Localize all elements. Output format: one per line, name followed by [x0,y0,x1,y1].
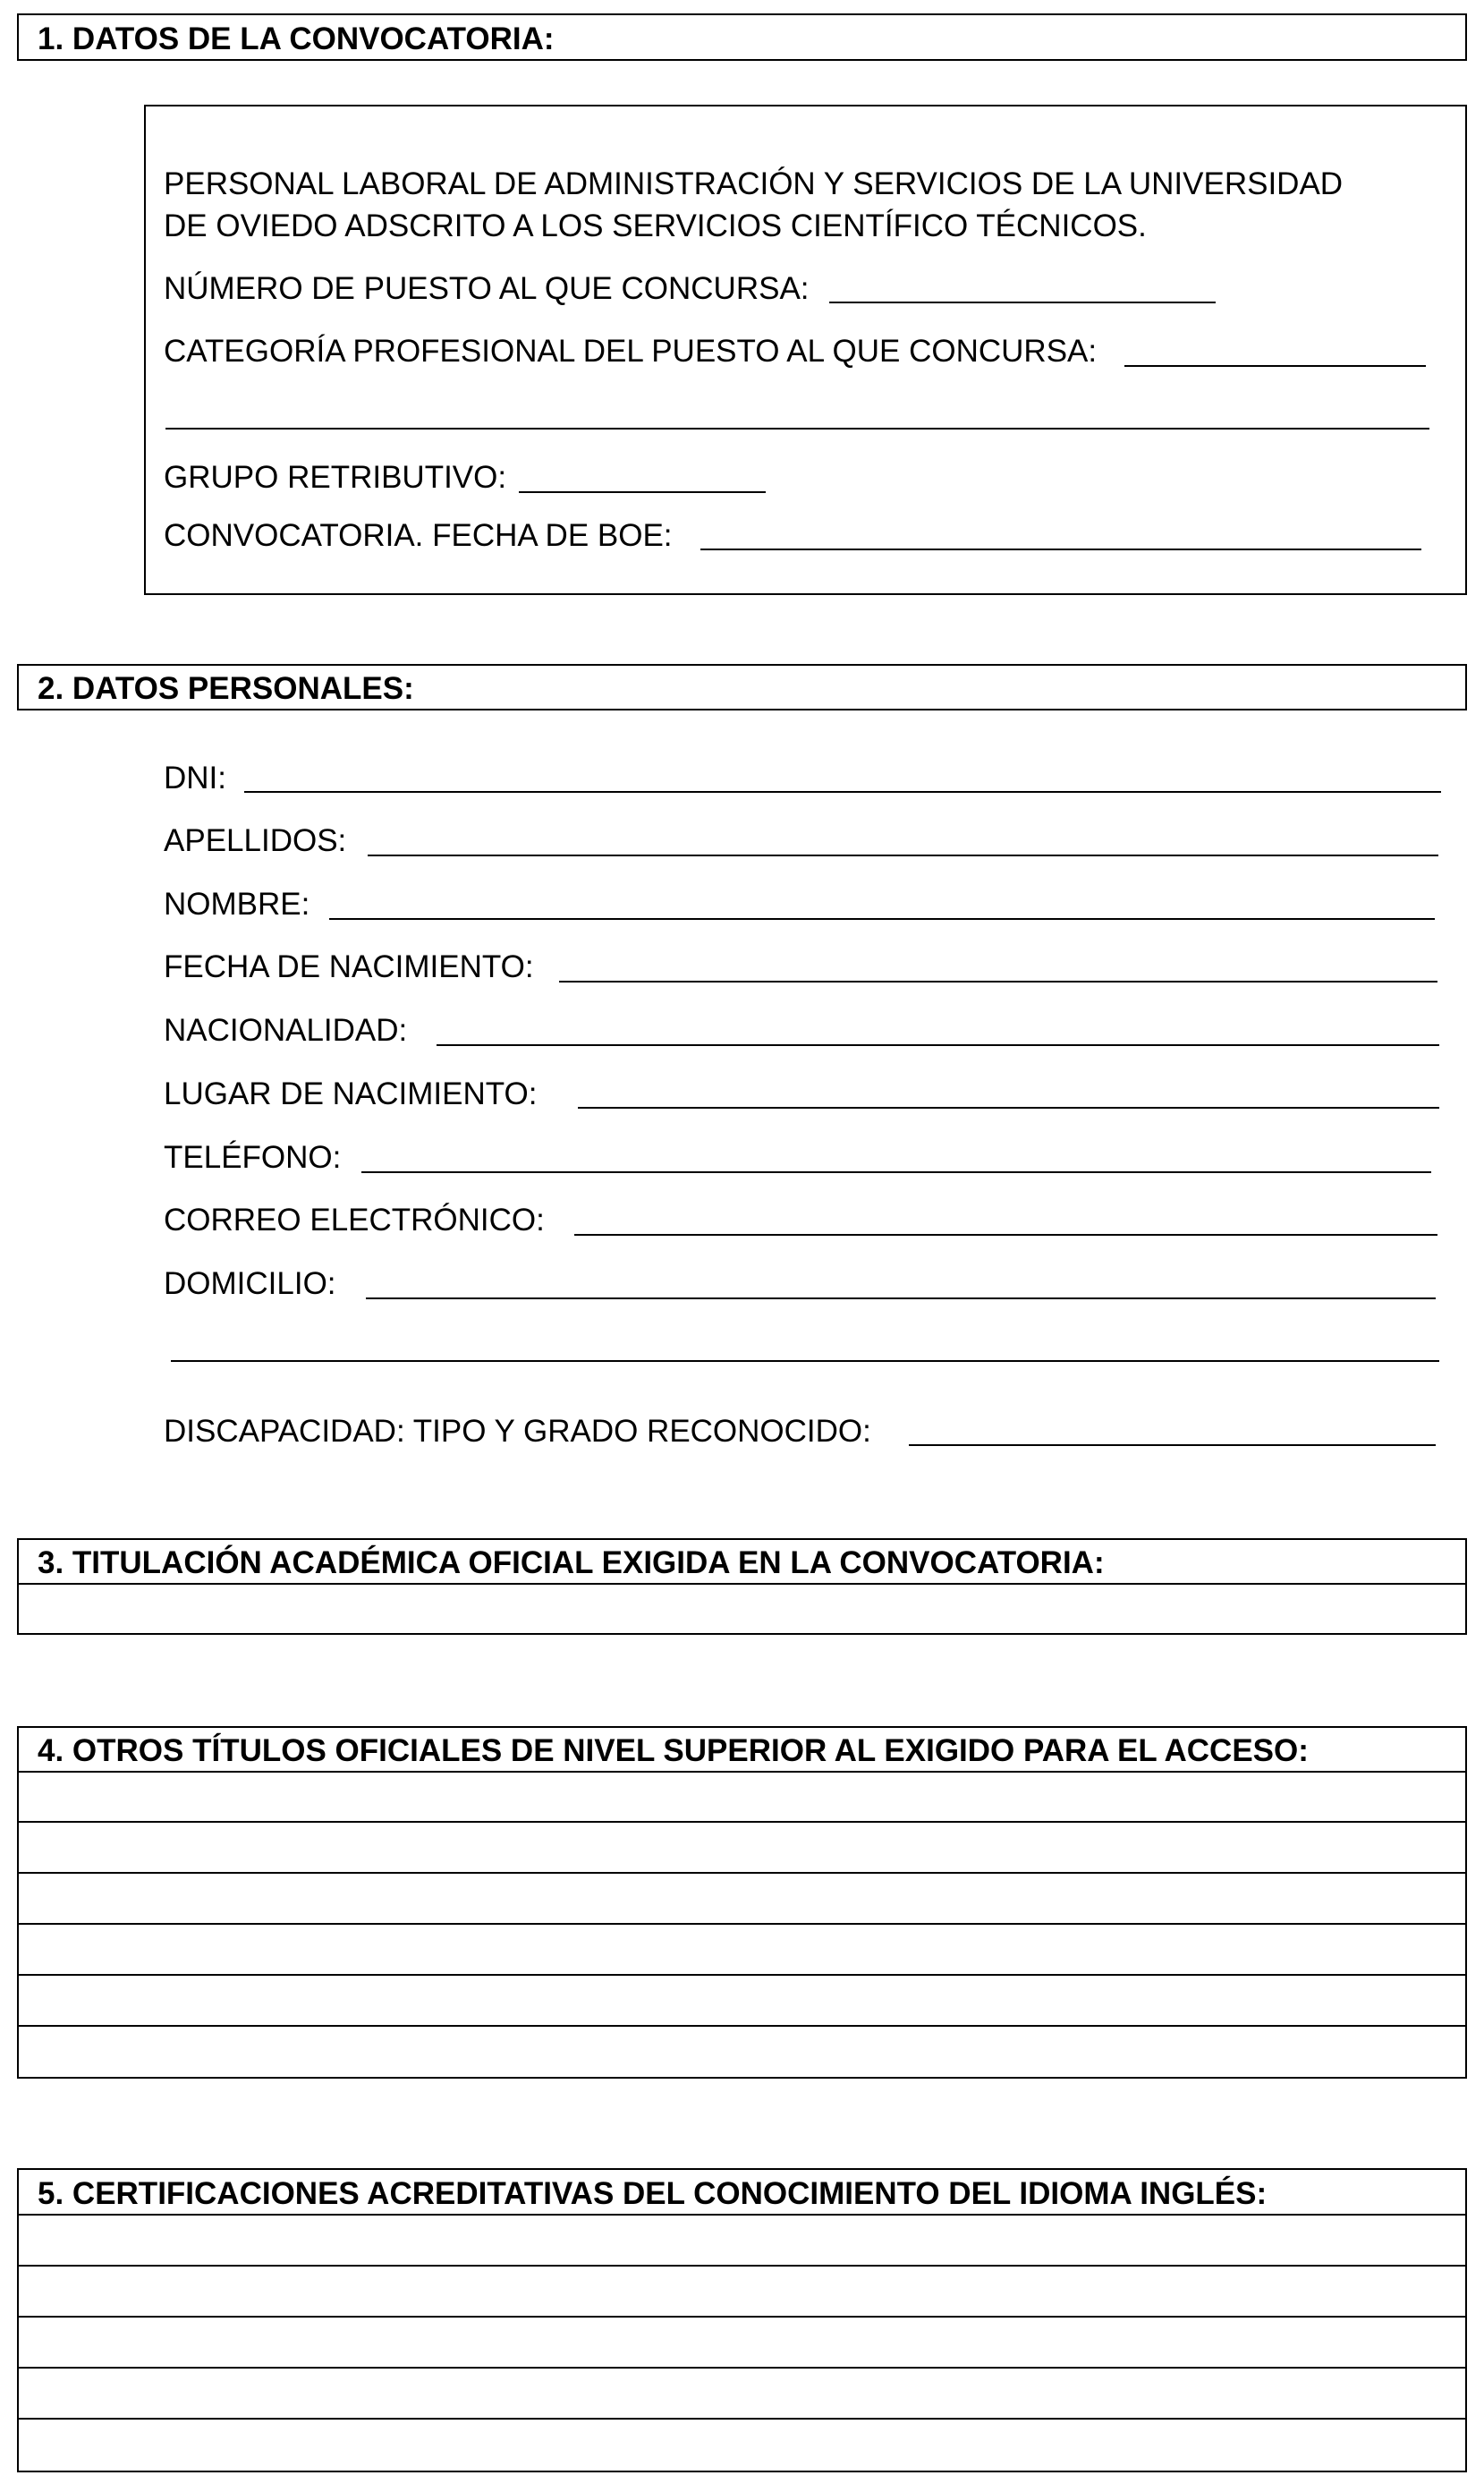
section4-title: 4. OTROS TÍTULOS OFICIALES DE NIVEL SUPERIOR AL EXIGIDO PARA EL ACCESO: [38,1733,1309,1768]
domicilio-field[interactable] [366,1297,1436,1299]
puesto-field[interactable] [829,302,1216,303]
apellidos-field[interactable] [368,855,1438,856]
nombre-field[interactable] [329,918,1435,920]
telefono-field[interactable] [361,1171,1431,1173]
puesto-label: NÚMERO DE PUESTO AL QUE CONCURSA: [164,271,810,306]
section5-row-divider [17,2367,1467,2369]
discapacidad-field[interactable] [909,1444,1436,1446]
section4-row-divider [17,2025,1467,2027]
categoria-field[interactable] [1124,365,1426,367]
apellidos-label: APELLIDOS: [164,823,347,858]
categoria-label: CATEGORÍA PROFESIONAL DEL PUESTO AL QUE CONCURSA: [164,334,1098,369]
section5-row-divider [17,2214,1467,2216]
nombre-label: NOMBRE: [164,887,310,922]
section5-row-divider [17,2418,1467,2420]
section4-row-divider [17,1974,1467,1976]
discapacidad-label: DISCAPACIDAD: TIPO Y GRADO RECONOCIDO: [164,1414,871,1449]
grupo-field[interactable] [519,491,766,493]
convocatoria-boe-label: CONVOCATORIA. FECHA DE BOE: [164,518,673,553]
dni-label: DNI: [164,761,226,795]
section1-title: 1. DATOS DE LA CONVOCATORIA: [38,21,555,56]
section5-row-divider [17,2265,1467,2267]
fecha-nacimiento-field[interactable] [559,981,1437,983]
correo-label: CORREO ELECTRÓNICO: [164,1203,545,1238]
nacionalidad-field[interactable] [437,1044,1439,1046]
section2-title: 2. DATOS PERSONALES: [38,671,414,706]
convocatoria-intro-line2: DE OVIEDO ADSCRITO A LOS SERVICIOS CIENTÍFICO TÉCNICOS. [164,208,1147,243]
grupo-label: GRUPO RETRIBUTIVO: [164,460,507,495]
lugar-nacimiento-label: LUGAR DE NACIMIENTO: [164,1076,538,1111]
telefono-label: TELÉFONO: [164,1140,342,1175]
section5-title: 5. CERTIFICACIONES ACREDITATIVAS DEL CONOCIMIENTO DEL IDIOMA INGLÉS: [38,2176,1268,2211]
nacionalidad-label: NACIONALIDAD: [164,1013,408,1048]
fecha-nacimiento-label: FECHA DE NACIMIENTO: [164,949,534,984]
section4-row-divider [17,1771,1467,1773]
domicilio-label: DOMICILIO: [164,1266,336,1301]
convocatoria-intro-line1: PERSONAL LABORAL DE ADMINISTRACIÓN Y SERVICIOS DE LA UNIVERSIDAD [164,166,1344,201]
section5-row-divider [17,2316,1467,2318]
section4-row-divider [17,1872,1467,1874]
categoria-field-continuation[interactable] [165,428,1429,430]
convocatoria-boe-field[interactable] [700,549,1421,550]
section4-row-divider [17,1923,1467,1925]
section4-row-divider [17,1821,1467,1823]
dni-field[interactable] [244,791,1441,793]
lugar-nacimiento-field[interactable] [578,1107,1439,1109]
section3-header-divider [17,1583,1467,1585]
correo-field[interactable] [574,1234,1437,1236]
domicilio-field-continuation[interactable] [171,1360,1439,1362]
section3-title: 3. TITULACIÓN ACADÉMICA OFICIAL EXIGIDA EN LA CONVOCATORIA: [38,1545,1105,1580]
